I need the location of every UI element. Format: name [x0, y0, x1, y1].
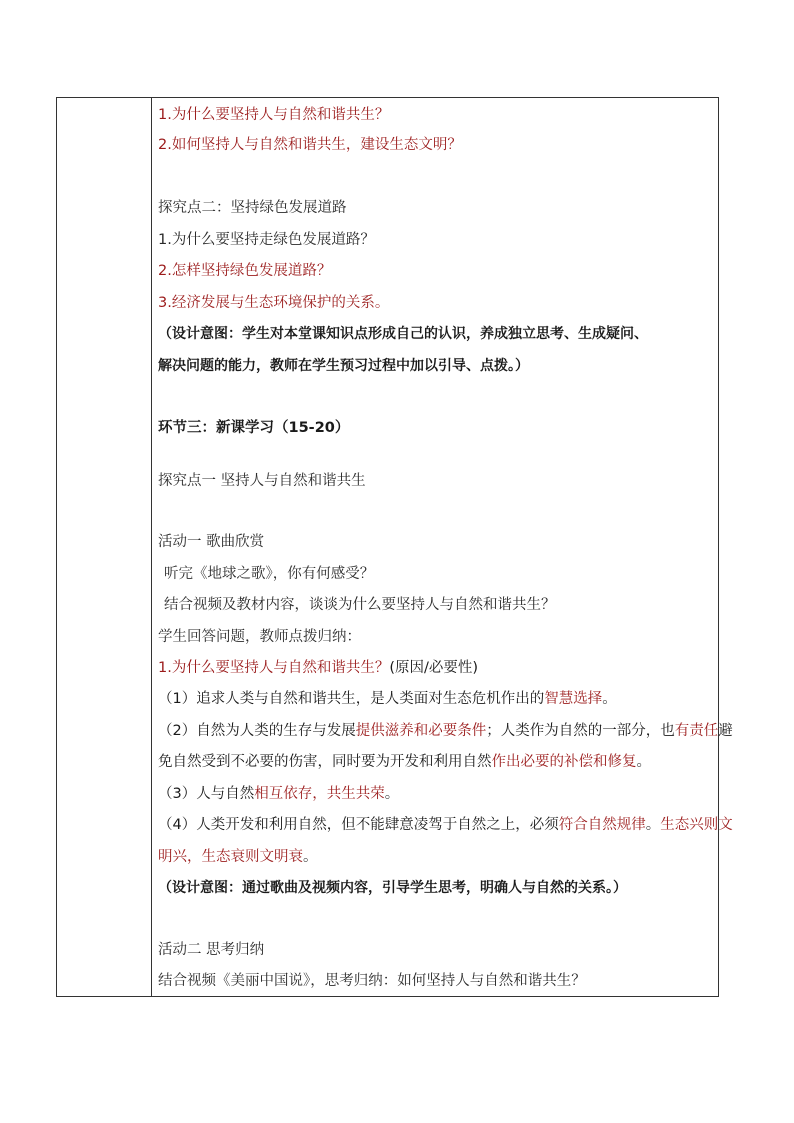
activity-1-title: 活动一 歌曲欣赏: [158, 534, 265, 550]
lesson-table: [56, 97, 733, 997]
explore-2-question-1: 1.为什么要坚持走绿色发展道路？: [158, 232, 375, 248]
activity-1-line-2: 结合视频及教材内容，谈谈为什么要坚持人与自然和谐共生？: [164, 597, 556, 613]
point-4-line-1: （4）人类开发和利用自然，但不能肆意凌驾于自然之上，必须符合自然规律。生态兴则文: [158, 817, 733, 833]
left-column-cell: [57, 98, 152, 996]
design-intent-1-line-1: （设计意图：学生对本堂课知识点形成自己的认识，养成独立思考、生成疑问、: [158, 326, 648, 342]
explore-2-question-2: 2.怎样坚持绿色发展道路？: [158, 263, 332, 279]
point-3: （3）人与自然相互依存，共生共荣。: [158, 786, 400, 802]
section-3-title: 环节三：新课学习（15-20）: [158, 420, 350, 436]
activity-1-line-1: 听完《地球之歌》，你有何感受？: [164, 566, 375, 582]
keyword-ecology-civilization: 生态兴则文: [660, 817, 733, 833]
keyword-nourishment: 提供滋养和必要条件: [355, 723, 487, 739]
question-2: 2.如何坚持人与自然和谐共生，建设生态文明？: [158, 137, 462, 153]
point-1: （1）追求人类与自然和谐共生，是人类面对生态危机作出的智慧选择。: [158, 691, 617, 707]
explore-point-2-title: 探究点二：坚持绿色发展道路: [158, 200, 347, 216]
design-intent-1-line-2: 解决问题的能力，教师在学生预习过程中加以引导、点拨。）: [158, 358, 529, 374]
activity-1-line-3: 学生回答问题，教师点拨归纳：: [158, 629, 361, 645]
reason-question: 1.为什么要坚持人与自然和谐共生？: [158, 660, 390, 676]
design-intent-2: （设计意图：通过歌曲及视频内容，引导学生思考，明确人与自然的关系。）: [158, 880, 627, 896]
reason-tag: (原因/必要性): [389, 660, 479, 676]
question-1: 1.为什么要坚持人与自然和谐共生？: [158, 107, 390, 123]
point-4-line-2: 明兴，生态衰则文明衰。: [158, 849, 318, 865]
keyword-responsibility: 有责任: [674, 723, 719, 739]
content-cell: [158, 98, 733, 996]
point-2-line-1: （2）自然为人类的生存与发展提供滋养和必要条件；人类作为自然的一部分，也有责任避: [158, 723, 733, 739]
point-2-line-2: 免自然受到不必要的伤害，同时要为开发和利用自然作出必要的补偿和修复。: [158, 754, 651, 770]
reason-heading: [158, 658, 478, 678]
activity-2-line-1: 结合视频《美丽中国说》，思考归纳：如何坚持人与自然和谐共生？: [158, 973, 586, 989]
explore-2-question-3: 3.经济发展与生态环境保护的关系。: [158, 295, 390, 311]
keyword-natural-law: 符合自然规律: [558, 817, 646, 833]
keyword-smart-choice: 智慧选择: [544, 691, 603, 707]
explore-point-1-title: 探究点一 坚持人与自然和谐共生: [158, 473, 366, 489]
keyword-interdependence: 相互依存，共生共荣: [254, 786, 385, 802]
activity-2-title: 活动二 思考归纳: [158, 942, 265, 958]
keyword-compensation: 作出必要的补偿和修复: [491, 754, 637, 770]
